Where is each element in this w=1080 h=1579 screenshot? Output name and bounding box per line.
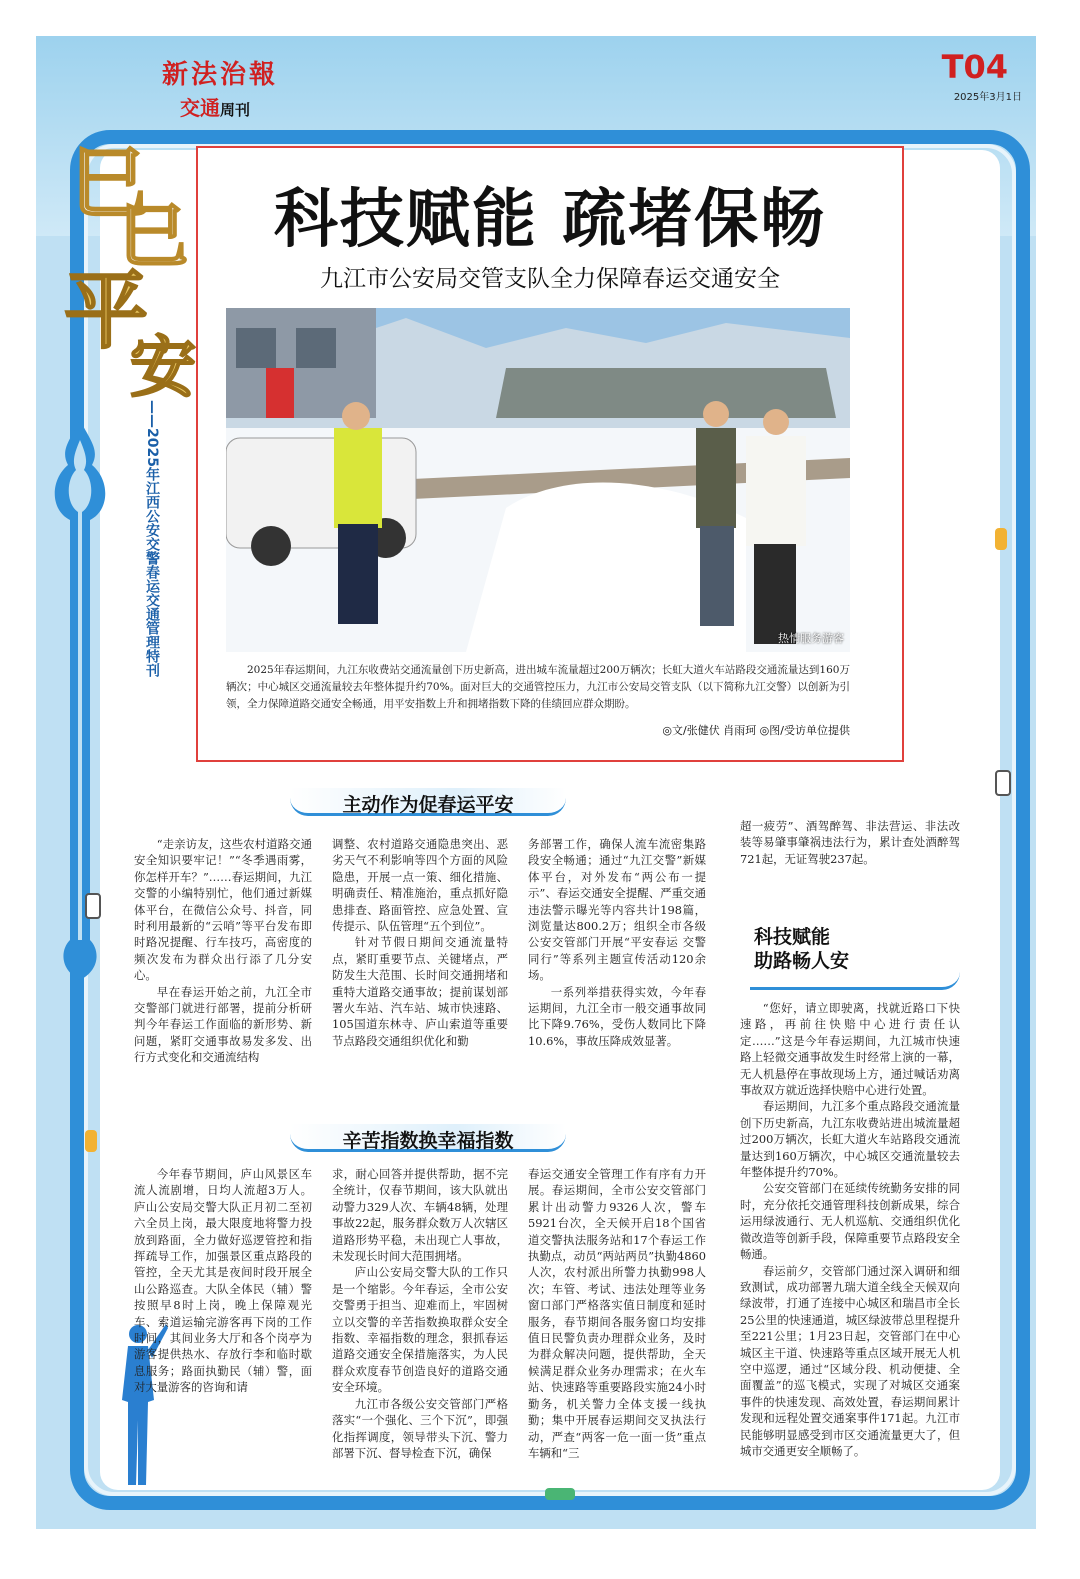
s3-column xyxy=(740,1000,960,1459)
paragraph: 超一疲劳”、酒驾醉驾、非法营运、非法改装等易肇事肇祸违法行为，累计查处酒醉驾721起，无证驾驶237起。 xyxy=(740,819,960,866)
paragraph: 今年春节期间，庐山风景区车流人流剧增，日均人流超3万人。庐山公安局交警大队正月初二至初六全员上岗，最大限度地将警力投放到路面，全力做好巡逻管控和指挥疏导工作，加强景区重点路段的管控，全天尤其是夜间时段开展全山公路巡查。大队全体民（辅）警按照早8时上岗，晚上保障观光车、索道运输完游客再下岗的工作时间，其间业务大厅和各个岗亭为游客提供热水、存放行李和临时歇息服务；路面执勤民（辅）警，面对大量游客的咨询和请 xyxy=(134,1167,312,1395)
paragraph: 九江市各级公安交管部门严格落实“一个强化、三个下沉”，即强化指挥调度，领导带头下沉、警力部署下沉、督导检查下沉，确保 xyxy=(332,1396,508,1460)
paragraph: “您好，请立即驶离，找就近路口下快速路，再前往快赔中心进行责任认定……”这是今年春运期间，九江城市快速路上轻微交通事故发生时经常上演的一幕，无人机悬停在事故现场上方，通过喊话劝离事故双方就近选择快赔中心进行处置。 xyxy=(740,1001,960,1098)
page-date: 2025年3月1日 xyxy=(953,92,1022,103)
calligraphy-char-2: 巳 xyxy=(118,194,188,277)
paragraph: 春运前夕，交管部门通过深入调研和细致测试，成功部署九瑞大道全线全天候双向绿波带，打通了连接中心城区和瑞昌市全长25公里的快速通道，城区绿波带总里程提升至221公里；1月23日起，交管部门在中心城区主干道、快速路等重点区域开展无人机空中巡逻，通过“区域分段、机动便捷、全面覆盖”的巡飞模式，实现了对城区交通案事件的快速发现、高效处置，春运期间累计发现和远程处置交通案事件171起。九江市民能够明显感受到市区交通流量更大了，但城市交通更安全顺畅了。 xyxy=(740,1263,960,1458)
byline: ◎文/张健伏 肖雨珂 ◎图/受访单位提供 xyxy=(662,724,850,737)
calligraphy-char-3: 平 xyxy=(64,261,149,360)
lead-photo xyxy=(226,308,850,652)
paragraph: 公安交管部门在延续传统勤务安排的同时，充分依托交通管理科技创新成果，综合运用绿波通行、无人机巡航、交通组织优化微改造等创新手段，保障重要节点路段安全畅通。 xyxy=(740,1181,960,1262)
masthead-title: 新法治報 xyxy=(162,60,279,90)
lead-story-box xyxy=(196,146,904,762)
s1-column-3 xyxy=(528,836,706,1049)
decorative-pillar xyxy=(40,420,120,980)
calligraphy-char-1: 巳 xyxy=(70,138,149,229)
section-heading-3-line-2: 助路畅人安 xyxy=(754,950,850,972)
car-icon xyxy=(995,528,1007,550)
page-number: T04 xyxy=(941,48,1008,86)
calligraphy-char-4: 安 xyxy=(130,328,196,400)
lead-paragraph: 2025年春运期间，九江东收费站交通流量创下历史新高，进出城车流量超过200万辆次；长虹大道火车站路段交通流量达到160万辆次；中心城区交通流量较去年整体提升约70%。面对巨大的交通管控压力，九江市公安局交管支队（以下简称九江交警）以创新为引领，全力保障道路交通安全畅通，用平安指数上升和拥堵指数下降的佳绩回应群众期盼。 xyxy=(226,664,850,710)
special-issue-title: ——2025年江西公安交警春运交通管理特刊 xyxy=(144,400,160,677)
paragraph: 调整、农村道路交通隐患突出、恶劣天气不利影响等四个方面的风险隐患，开展一点一策、细化措施、明确责任、精准施治，重点抓好隐患排查、路面管控、应急处置、宣传提示、队伍管理“五个到位”。 xyxy=(332,837,508,934)
car-icon xyxy=(85,893,101,919)
headline: 科技赋能 疏堵保畅 xyxy=(273,183,827,257)
calligraphy-title xyxy=(60,110,210,400)
masthead-sub2: 周刊 xyxy=(220,101,251,119)
paragraph: 求，耐心回答并提供帮助，据不完全统计，仅春节期间，该大队就出动警力329人次、车辆48辆，处理事故22起，服务群众数万人次辖区道路形势平稳，未出现亡人事故，未发现长时间大范围拥堵。 xyxy=(332,1167,508,1264)
car-icon xyxy=(545,1488,575,1500)
s1-column-2 xyxy=(332,836,508,1049)
section-heading-3-line-1: 科技赋能 xyxy=(754,926,831,948)
paragraph: 春运交通安全管理工作有序有力开展。春运期间，全市公安交管部门累计出动警力9326人次，警车5921台次，全天候开启18个国省道交警执法服务站和17个春运工作执勤点，动员“两站两员”执勤4860人次，农村派出所警力执勤998人次；车管、考试、违法处理等业务窗口部门严格落实值日制度和延时服务，春节期间各服务窗口均安排值日民警负责办理群众业务，及时为群众解决问题，提供帮助，全天候满足群众业务办理需求；在火车站、快速路等重要路段实施24小时勤务，机关警力全体支援一线执勤；集中开展春运期间交叉执法行动，严查“两客一危一面一货”重点车辆和“三 xyxy=(528,1167,706,1460)
s2-column-3 xyxy=(528,1166,706,1461)
section-heading-1-text: 主动作为促春运平安 xyxy=(342,794,514,816)
paragraph: 早在春运开始之前，九江全市交警部门就进行部署，提前分析研判今年春运工作面临的新形势、新问题，紧盯交通事故易发多发、出行方式变化和交通流结构 xyxy=(134,984,312,1065)
section-heading-2-text: 辛苦指数换幸福指数 xyxy=(342,1130,514,1152)
section-heading-3 xyxy=(750,925,960,990)
photo-illustration xyxy=(226,308,850,652)
paragraph: 针对节假日期间交通流量特点，紧盯重要节点、关键堵点，严防发生大范围、长时间交通拥堵和重特大道路交通事故；提前谋划部署火车站、汽车站、城市快速路、105国道东林寺、庐山索道等重要节点路段交通组织优化和勤 xyxy=(332,935,508,1048)
s1-column-1 xyxy=(134,836,312,1066)
paragraph: 一系列举措获得实效，今年春运期间，九江全市一般交通事故同比下降9.76%，受伤人数同比下降10.6%，事故压降成效显著。 xyxy=(528,984,706,1048)
masthead-sub: 交通 xyxy=(180,96,220,120)
paragraph: “走亲访友，这些农村道路交通安全知识要牢记！”“冬季遇雨雾，你怎样开车？”……春运期间，九江交警的小编特别忙，他们通过新媒体平台，在微信公众号、抖音，同时利用最新的“云哨”等平台发布即时路况提醒、行车技巧，高密度的频次发布为群众出行添了几分安心。 xyxy=(134,837,312,983)
paragraph: 庐山公安局交警大队的工作只是一个缩影。今年春运，全市公安交警勇于担当、迎难而上，牢固树立以交警的辛苦指数换取群众安全指数、幸福指数的理念，狠抓春运道路交通安全保措施落实，为人民群众欢度春节创造良好的道路交通安全环境。 xyxy=(332,1265,508,1395)
s1-column-4 xyxy=(740,818,960,867)
s2-column-2 xyxy=(332,1166,508,1461)
section-heading-1 xyxy=(290,788,566,816)
paragraph: 务部署工作，确保人流车流密集路段安全畅通；通过“九江交警”新媒体平台，对外发布“两公布一提示”、春运交通安全提醒、严重交通违法警示曝光等内容共计198篇，浏览量达800.2万；组织全市各级公安交管部门开展“平安春运 交警同行”等系列主题宣传活动120余场。 xyxy=(528,837,706,983)
paragraph: 春运期间，九江多个重点路段交通流量创下历史新高，九江东收费站进出城流量超过200万辆次，长虹大道火车站路段交通流量达到160万辆次，中心城区交通流量较去年整体提升约70%。 xyxy=(740,1099,960,1180)
section-heading-2 xyxy=(290,1124,566,1152)
subheadline: 九江市公安局交管支队全力保障春运交通安全 xyxy=(320,266,780,292)
car-icon xyxy=(995,770,1011,796)
photo-caption: 热情服务游客 xyxy=(778,632,844,645)
car-icon xyxy=(85,1130,97,1152)
s2-column-1 xyxy=(134,1166,312,1396)
